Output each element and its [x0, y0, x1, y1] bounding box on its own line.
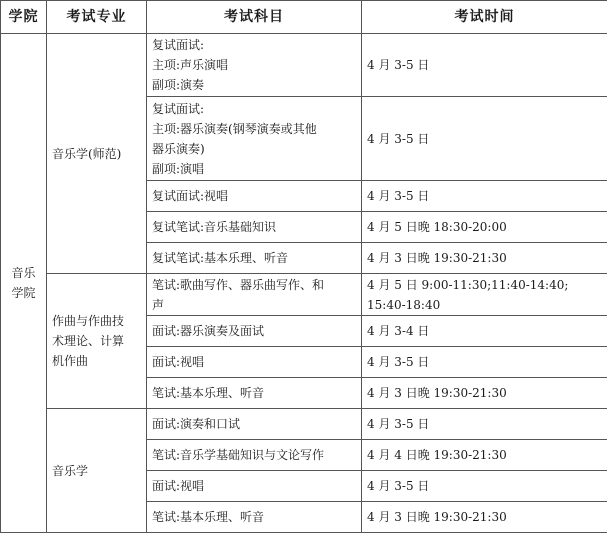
time-cell: 4 月 5 日晚 18:30-20:00 [362, 212, 607, 243]
subject-cell: 面试:视唱 [147, 471, 362, 502]
header-college: 学院 [1, 1, 47, 34]
time-cell: 4 月 3-5 日 [362, 181, 607, 212]
time-cell: 4 月 3 日晚 19:30-21:30 [362, 243, 607, 274]
subject-cell: 笔试:基本乐理、听音 [147, 378, 362, 409]
college-cell: 音乐 学院 [1, 34, 47, 533]
time-cell: 4 月 3-5 日 [362, 409, 607, 440]
time-cell: 4 月 3-5 日 [362, 347, 607, 378]
time-cell: 4 月 3-4 日 [362, 316, 607, 347]
subject-cell: 笔试:歌曲写作、器乐曲写作、和 声 [147, 274, 362, 316]
major-cell: 作曲与作曲技 术理论、计算 机作曲 [47, 274, 147, 409]
subject-cell: 复试笔试:基本乐理、听音 [147, 243, 362, 274]
time-cell: 4 月 3-5 日 [362, 471, 607, 502]
time-cell: 4 月 3-5 日 [362, 97, 607, 181]
table-row [1, 274, 607, 316]
table-row [1, 34, 607, 97]
subject-cell: 面试:演奏和口试 [147, 409, 362, 440]
time-cell: 4 月 4 日晚 19:30-21:30 [362, 440, 607, 471]
header-time: 考试时间 [362, 1, 607, 34]
time-cell: 4 月 5 日 9:00-11:30;11:40-14:40; 15:40-18:40 [362, 274, 607, 316]
subject-cell: 复试面试:视唱 [147, 181, 362, 212]
subject-cell: 面试:器乐演奏及面试 [147, 316, 362, 347]
header-major: 考试专业 [47, 1, 147, 34]
time-cell: 4 月 3 日晚 19:30-21:30 [362, 378, 607, 409]
header-subject: 考试科目 [147, 1, 362, 34]
subject-cell: 笔试:音乐学基础知识与文论写作 [147, 440, 362, 471]
subject-cell: 复试面试: 主项:器乐演奏(钢琴演奏或其他 器乐演奏) 副项:演唱 [147, 97, 362, 181]
subject-cell: 复试面试: 主项:声乐演唱 副项:演奏 [147, 34, 362, 97]
table-row [1, 409, 607, 440]
subject-cell: 复试笔试:音乐基础知识 [147, 212, 362, 243]
major-cell: 音乐学 [47, 409, 147, 533]
time-cell: 4 月 3-5 日 [362, 34, 607, 97]
major-cell: 音乐学(师范) [47, 34, 147, 274]
header-row [1, 1, 607, 34]
subject-cell: 面试:视唱 [147, 347, 362, 378]
time-cell: 4 月 3 日晚 19:30-21:30 [362, 502, 607, 533]
subject-cell: 笔试:基本乐理、听音 [147, 502, 362, 533]
